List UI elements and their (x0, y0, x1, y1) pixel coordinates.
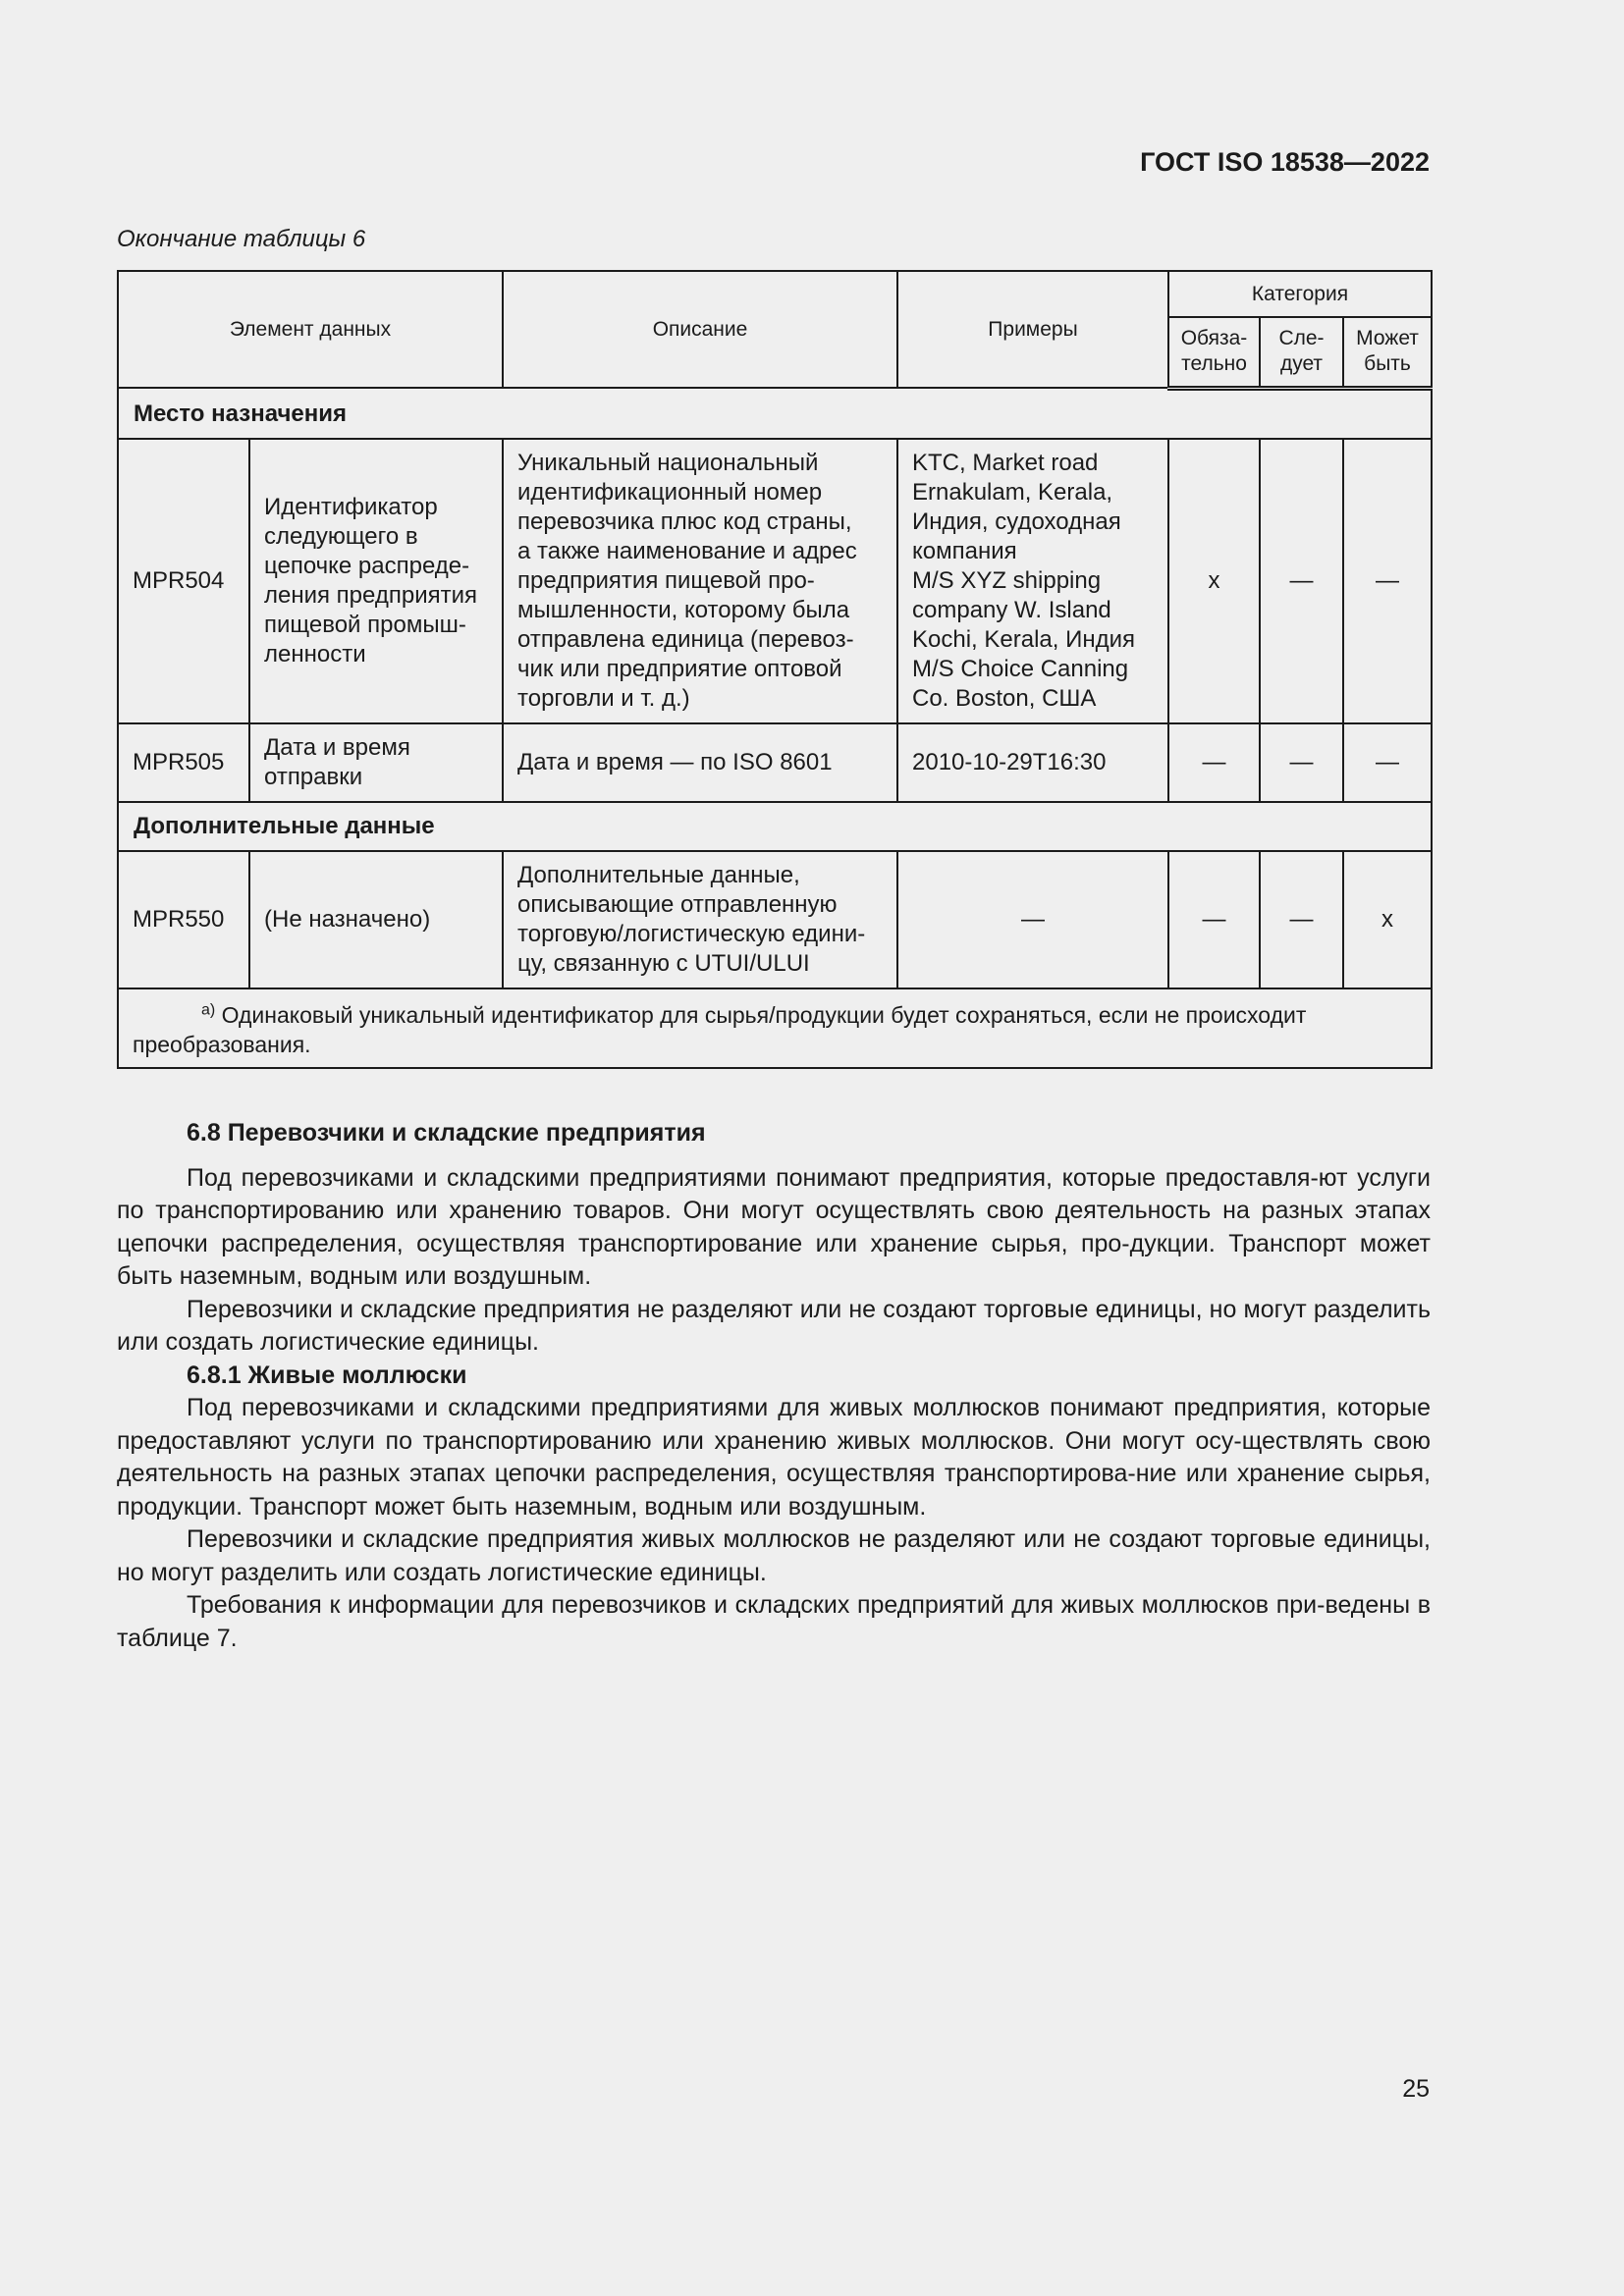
column-header-element: Элемент данных (118, 271, 503, 388)
cell-description: Уникальный национальный идентификационный номер перевозчика плюс код страны, а также наименование и адрес предприятия пищевой про- мышленности, которому была отправлена единица (перевоз- чик или предприятие оптовой торговли и т. д.) (503, 439, 897, 723)
footnote-marker: a) (201, 1001, 216, 1018)
section-title-destination: Место назначения (118, 388, 1432, 439)
section-row (118, 388, 1432, 439)
section-row (118, 802, 1432, 851)
body-text (117, 1117, 1431, 1655)
cell-code: MPR505 (118, 723, 249, 802)
cell-examples: KTC, Market road Ernakulam, Kerala, Индия, судоходная компания M/S XYZ shipping company W. Island Kochi, Kerala, Индия M/S Choice Canning Co. Boston, США (897, 439, 1168, 723)
document-standard-code: ГОСТ ISO 18538—2022 (1140, 147, 1430, 177)
cell-description: Дополнительные данные, описывающие отправленную торговую/логистическую едини- цу, связанную с UTUI/ULUI (503, 851, 897, 988)
footnote-text-line2: преобразования. (133, 1031, 311, 1057)
data-elements-table (117, 270, 1433, 1069)
cell-should: — (1260, 439, 1343, 723)
column-header-should: Сле- дует (1260, 317, 1343, 388)
cell-element: Дата и время отправки (249, 723, 503, 802)
cell-code: MPR550 (118, 851, 249, 988)
column-header-may: Может быть (1343, 317, 1432, 388)
paragraph: Под перевозчиками и складскими предприятиями для живых моллюсков понимают предприятия, которые предоставляют услуги по транспортированию или хранению живых моллюсков. Они могут осу-ществлять свою деятельность на разных этапах цепочки распределения, осуществляя транспортирова-ние или хранение сырья, продукции. Транспорт может быть наземным, водным или воздушным. (117, 1394, 1431, 1521)
table-row (118, 439, 1432, 723)
table-row (118, 723, 1432, 802)
cell-should: — (1260, 723, 1343, 802)
section-heading-6-8-1: 6.8.1 Живые моллюски (187, 1361, 467, 1389)
cell-should: — (1260, 851, 1343, 988)
cell-examples: — (897, 851, 1168, 988)
column-header-description: Описание (503, 271, 897, 388)
table-header-row (118, 271, 1432, 317)
paragraph: Требования к информации для перевозчиков и складских предприятий для живых моллюсков при-ведены в таблице 7. (117, 1591, 1431, 1652)
column-header-mandatory: Обяза- тельно (1168, 317, 1260, 388)
cell-element: Идентификатор следующего в цепочке распреде- ления предприятия пищевой промыш- ленности (249, 439, 503, 723)
section-title-additional: Дополнительные данные (118, 802, 1432, 851)
page-number: 25 (1402, 2075, 1430, 2103)
cell-mandatory: — (1168, 851, 1260, 988)
cell-may: x (1343, 851, 1432, 988)
footnote-text-line1: Одинаковый уникальный идентификатор для сырья/продукции будет сохраняться, если не происходит (221, 1001, 1307, 1028)
cell-examples: 2010-10-29T16:30 (897, 723, 1168, 802)
column-header-category: Категория (1168, 271, 1432, 317)
table-caption: Окончание таблицы 6 (117, 226, 366, 252)
paragraph: Под перевозчиками и складскими предприятиями понимают предприятия, которые предоставля-ют услуги по транспортированию или хранению товаров. Они могут осуществлять свою деятельность на разных этапах цепочки распределения, осуществляя транспортирование или хранение сырья, про-дукции. Транспорт может быть наземным, водным или воздушным. (117, 1163, 1431, 1290)
table-footnote (118, 988, 1432, 1068)
section-heading-6-8: 6.8 Перевозчики и складские предприятия (187, 1119, 706, 1147)
cell-mandatory: — (1168, 723, 1260, 802)
column-header-examples: Примеры (897, 271, 1168, 388)
cell-may: — (1343, 439, 1432, 723)
cell-mandatory: x (1168, 439, 1260, 723)
paragraph: Перевозчики и складские предприятия живых моллюсков не разделяют или не создают торговые единицы, но могут разделить или создать логистические единицы. (117, 1525, 1431, 1586)
cell-description: Дата и время — по ISO 8601 (503, 723, 897, 802)
table-row (118, 851, 1432, 988)
cell-code: MPR504 (118, 439, 249, 723)
paragraph: Перевозчики и складские предприятия не разделяют или не создают торговые единицы, но могут разделить или создать логистические единицы. (117, 1295, 1431, 1356)
cell-element: (Не назначено) (249, 851, 503, 988)
cell-may: — (1343, 723, 1432, 802)
footnote-row (118, 988, 1432, 1068)
